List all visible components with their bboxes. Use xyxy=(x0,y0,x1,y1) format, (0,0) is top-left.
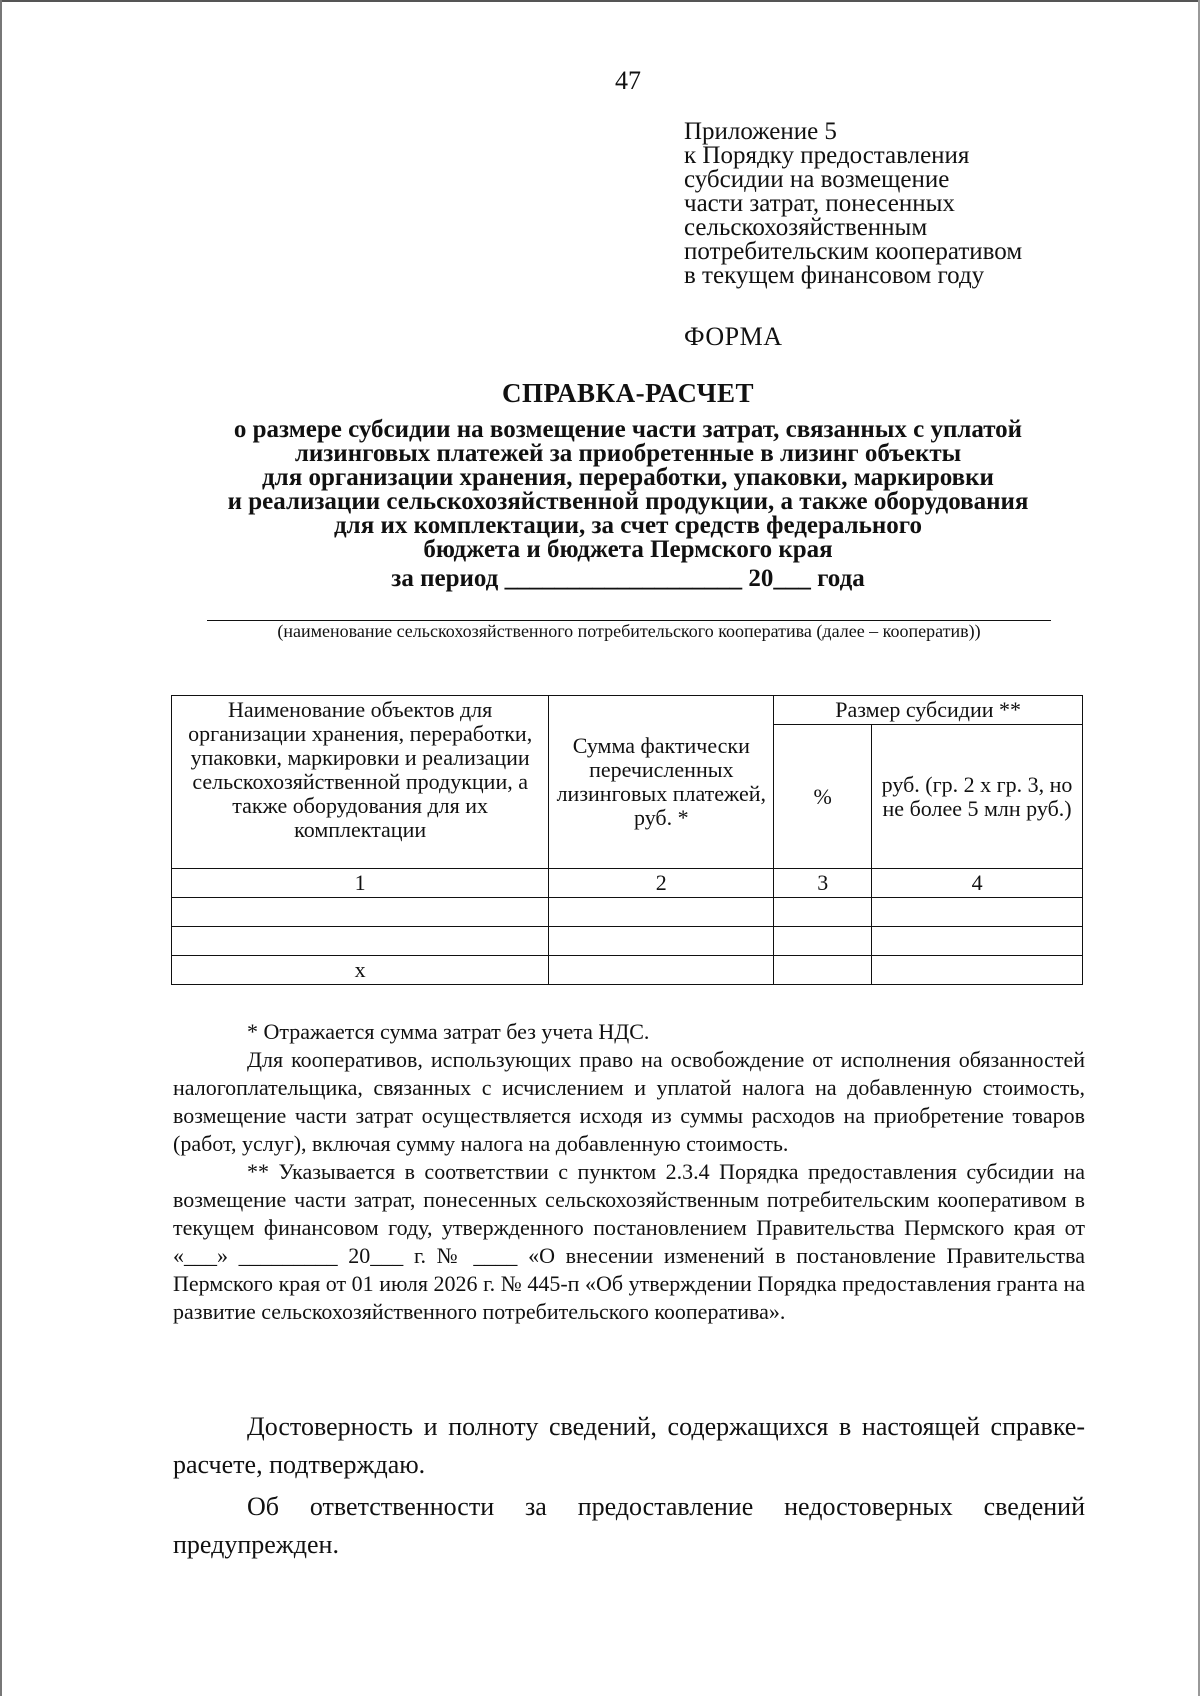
table-row xyxy=(172,898,1083,927)
table-cell[interactable] xyxy=(172,927,549,956)
form-label: ФОРМА xyxy=(684,322,783,351)
col3-header: % xyxy=(774,725,872,869)
subtitle-line: для их комплектации, за счет средств федерального xyxy=(334,512,922,539)
table-cell[interactable] xyxy=(872,898,1083,927)
table-cell[interactable] xyxy=(774,956,872,985)
scan-edge-top xyxy=(0,0,1200,2)
document-title: СПРАВКА-РАСЧЕТ xyxy=(502,378,754,408)
subtitle-line: бюджета и бюджета Пермского края xyxy=(423,536,833,563)
subtitle-line: и реализации сельскохозяйственной продукции, а также оборудования xyxy=(227,488,1029,515)
calculation-table xyxy=(171,695,1083,985)
document-subtitle xyxy=(160,418,1096,562)
appendix-line: субсидии на возмещение xyxy=(684,166,950,193)
appendix-line: потребительским кооперативом xyxy=(684,238,1023,265)
scan-edge-left xyxy=(0,0,2,1696)
appendix-line: в текущем финансовом году xyxy=(684,262,985,289)
appendix-line: части затрат, понесенных xyxy=(684,190,955,217)
subtitle-line: для организации хранения, переработки, упаковки, маркировки xyxy=(262,464,994,491)
appendix-line: Приложение 5 xyxy=(684,118,837,145)
table-cell: х xyxy=(172,956,549,985)
col-number: 1 xyxy=(172,869,549,898)
subtitle-line: лизинговых платежей за приобретенные в лизинг объекты xyxy=(294,440,962,467)
appendix-line: сельскохозяйственным xyxy=(684,214,928,241)
footnote-1: * Отражается сумма затрат без учета НДС. xyxy=(247,1019,650,1044)
period-line: за период ___________________ 20___ года xyxy=(391,565,865,592)
footnote-1-detail: Для кооперативов, использующих право на освобождение от исполнения обязанностей налогоплательщика, связанных с исчислением и уплатой налога на добавленную стоимость, возмещение части затрат осуществляется исходя из суммы расходов на приобретение товаров (работ, услуг), включая сумму налога на добавленную стоимость. xyxy=(173,1047,1085,1156)
column-number-row xyxy=(172,869,1083,898)
col2-header: Сумма фактически перечисленных лизинговых платежей, руб. * xyxy=(549,696,774,869)
table-cell[interactable] xyxy=(774,898,872,927)
table-cell[interactable] xyxy=(549,927,774,956)
table-cell[interactable] xyxy=(549,956,774,985)
col4-header: руб. (гр. 2 х гр. 3, но не более 5 млн руб.) xyxy=(872,725,1083,869)
table-cell[interactable] xyxy=(872,927,1083,956)
page-number: 47 xyxy=(615,66,641,95)
subtitle-line: о размере субсидии на возмещение части затрат, связанных с уплатой xyxy=(233,416,1023,443)
footnotes xyxy=(173,1018,1085,1326)
col1-header: Наименование объектов для организации хранения, переработки, упаковки, маркировки и реализации сельскохозяйственной продукции, а также оборудования для их комплектации xyxy=(172,696,549,869)
table-cell[interactable] xyxy=(172,898,549,927)
col-number: 3 xyxy=(774,869,872,898)
table-row xyxy=(172,927,1083,956)
appendix-header xyxy=(684,120,1022,288)
confirmation-line: Об ответственности за предоставление недостоверных сведений предупрежден. xyxy=(173,1492,1085,1559)
table-cell[interactable] xyxy=(774,927,872,956)
confirmation-block xyxy=(173,1408,1085,1568)
col-number: 4 xyxy=(872,869,1083,898)
table-cell[interactable] xyxy=(549,898,774,927)
table-cell[interactable] xyxy=(872,956,1083,985)
confirmation-line: Достоверность и полноту сведений, содержащихся в настоящей справке-расчете, подтверждаю. xyxy=(173,1412,1085,1479)
footnote-2: ** Указывается в соответствии с пунктом 2.3.4 Порядка предоставления субсидии на возмещение части затрат, понесенных сельскохозяйственным потребительским кооперативом в текущем финансовом году, утвержденного постановлением Правительства Пермского края от «___» _________ 20___ г. № ____ «О внесении изменений в постановление Правительства Пермского края от 01 июля 2026 г. № 445-п «Об утверждении Порядка предоставления гранта на развитие сельскохозяйственного потребительского кооператива». xyxy=(173,1159,1085,1324)
subsidy-group-header: Размер субсидии ** xyxy=(774,696,1083,725)
col-number: 2 xyxy=(549,869,774,898)
table-row-total xyxy=(172,956,1083,985)
org-name-caption: (наименование сельскохозяйственного потребительского кооператива (далее – кооператив)) xyxy=(277,621,981,641)
appendix-line: к Порядку предоставления xyxy=(684,142,970,169)
